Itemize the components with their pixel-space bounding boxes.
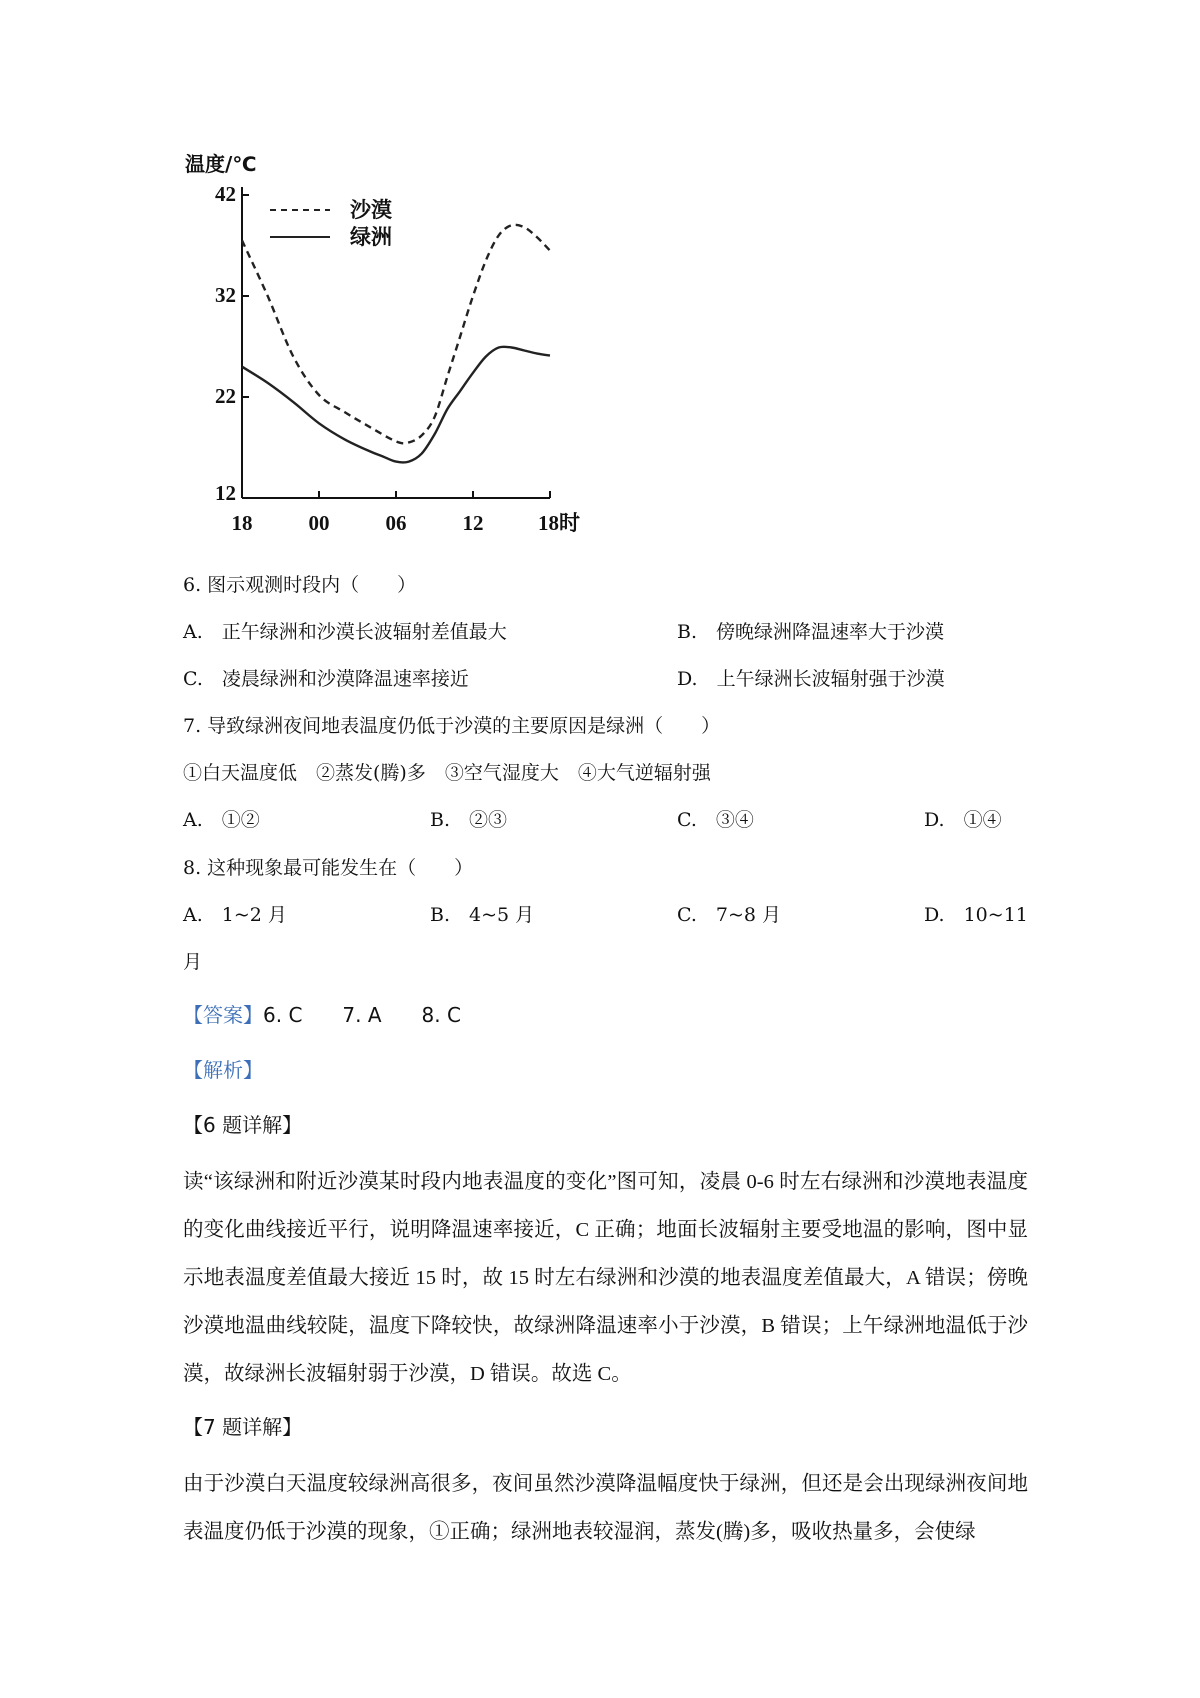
q7-option-d: D. ①④ bbox=[924, 809, 1002, 831]
y-tick-label: 32 bbox=[215, 283, 236, 307]
legend-label-desert: 沙漠 bbox=[350, 198, 392, 222]
answer-tag: 【答案】 bbox=[183, 1003, 263, 1027]
chart-series-lines bbox=[242, 225, 550, 463]
q8-option-c: C. 7~8 月 bbox=[677, 904, 782, 926]
y-tick-label: 22 bbox=[215, 384, 236, 408]
chart-legend bbox=[270, 198, 392, 249]
series-line-oasis bbox=[242, 347, 550, 463]
x-tick-label: 12 bbox=[462, 511, 484, 535]
temperature-line-chart bbox=[180, 150, 650, 550]
x-tick-label: 06 bbox=[385, 511, 407, 535]
q8-option-d-continued: 月 bbox=[183, 951, 203, 973]
q6-option-b: B. 傍晚绿洲降温速率大于沙漠 bbox=[677, 621, 945, 643]
x-tick-label: 18时 bbox=[538, 511, 580, 535]
q6-option-c: C. 凌晨绿洲和沙漠降温速率接近 bbox=[183, 668, 469, 690]
q7-option-b: B. ②③ bbox=[430, 809, 508, 831]
x-tick-label: 18 bbox=[231, 511, 253, 535]
q6-option-a: A. 正午绿洲和沙漠长波辐射差值最大 bbox=[183, 621, 507, 643]
q8-option-b: B. 4~5 月 bbox=[430, 904, 535, 926]
q8-option-a: A. 1~2 月 bbox=[183, 904, 287, 926]
chart-tick-labels bbox=[215, 182, 580, 535]
y-tick-label: 12 bbox=[215, 481, 236, 505]
q7-option-c: C. ③④ bbox=[677, 809, 754, 831]
answer-values: 6. C 7. A 8. C bbox=[263, 1003, 461, 1027]
chart-axes bbox=[242, 187, 550, 498]
q7-stem: 7. 导致绿洲夜间地表温度仍低于沙漠的主要原因是绿洲（ ） bbox=[183, 715, 721, 737]
y-axis-title: 温度/℃ bbox=[185, 152, 257, 176]
q8-option-d: D. 10~11 bbox=[924, 904, 1028, 926]
q6-stem: 6. 图示观测时段内（ ） bbox=[183, 574, 417, 596]
detail6-text: 读“该绿洲和附近沙漠某时段内地表温度的变化”图可知，凌晨 0-6 时左右绿洲和沙漠地表温度的变化曲线接近平行，说明降温速率接近，C 正确；地面长波辐射主要受地温的影响，图中显示地表温度差值最大接近 15 时，故 15 时左右绿洲和沙漠的地表温度差值最大，A 错误；傍晚沙漠地温曲线较陡，温度下降较快，故绿洲降温速率小于沙漠，B 错误；上午绿洲地温低于沙漠，故绿洲长波辐射弱于沙漠，D 错误。故选 C。 bbox=[183, 1171, 1028, 1385]
q6-option-d: D. 上午绿洲长波辐射强于沙漠 bbox=[677, 668, 945, 690]
detail7-text: 由于沙漠白天温度较绿洲高很多，夜间虽然沙漠降温幅度快于绿洲，但还是会出现绿洲夜间地表温度仍低于沙漠的现象，①正确；绿洲地表较湿润，蒸发(腾)多，吸收热量多，会使绿 bbox=[183, 1473, 1028, 1543]
detail7-heading: 【7 题详解】 bbox=[183, 1415, 303, 1439]
q8-stem: 8. 这种现象最可能发生在（ ） bbox=[183, 857, 474, 879]
series-line-desert bbox=[242, 225, 550, 444]
legend-label-oasis: 绿洲 bbox=[350, 225, 392, 249]
answer-line bbox=[183, 1003, 461, 1028]
y-tick-label: 42 bbox=[215, 182, 236, 206]
analysis-tag: 【解析】 bbox=[183, 1058, 263, 1082]
detail6-heading: 【6 题详解】 bbox=[183, 1113, 303, 1137]
q7-items: ①白天温度低 ②蒸发(腾)多 ③空气湿度大 ④大气逆辐射强 bbox=[183, 762, 711, 784]
q7-option-a: A. ①② bbox=[183, 809, 260, 831]
x-tick-label: 00 bbox=[308, 511, 330, 535]
